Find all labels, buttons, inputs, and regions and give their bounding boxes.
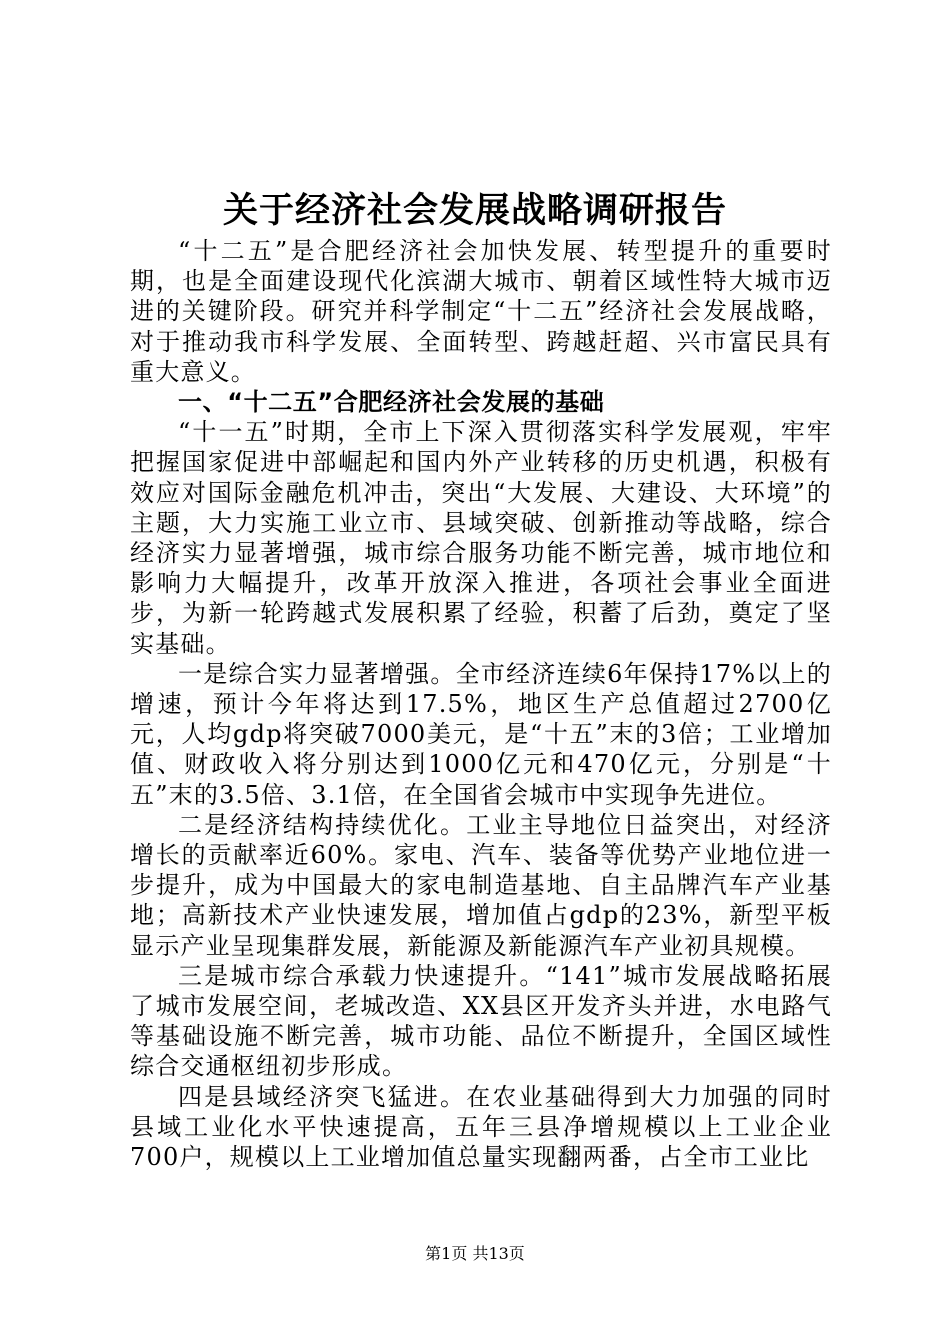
body-paragraph: 三是城市综合承载力快速提升。“141”城市发展战略拓展了城市发展空间，老城改造、XX县区开发齐头并进，水电路气等基础设施不断完善，城市功能、品位不断提升，全国区域性综合交通枢纽初步形成。 [130, 961, 832, 1081]
page-footer: 第1页 共13页 [425, 1244, 525, 1263]
document-body [130, 236, 832, 1172]
intro-paragraph: “十二五”是合肥经济社会加快发展、转型提升的重要时期，也是全面建设现代化滨湖大城市、朝着区域性特大城市迈进的关键阶段。研究并科学制定“十二五”经济社会发展战略，对于推动我市科学发展、全面转型、跨越赶超、兴市富民具有重大意义。 [130, 237, 832, 386]
document-title: 关于经济社会发展战略调研报告 [222, 190, 727, 231]
body-paragraph: 二是经济结构持续优化。工业主导地位日益突出，对经济增长的贡献率近60%。家电、汽车、装备等优势产业地位进一步提升，成为中国最大的家电制造基地、自主品牌汽车产业基地；高新技术产业快速发展，增加值占gdp的23%，新型平板显示产业呈现集群发展，新能源及新能源汽车产业初具规模。 [130, 810, 832, 960]
section-heading: 一、“十二五”合肥经济社会发展的基础 [178, 388, 605, 417]
body-paragraph: 四是县域经济突飞猛进。在农业基础得到大力加强的同时县域工业化水平快速提高，五年三县净增规模以上工业企业700户，规模以上工业增加值总量实现翻两番，占全市工业比 [130, 1082, 832, 1172]
body-paragraph: “十一五”时期，全市上下深入贯彻落实科学发展观，牢牢把握国家促进中部崛起和国内外产业转移的历史机遇，积极有效应对国际金融危机冲击，突出“大发展、大建设、大环境”的主题，大力实施工业立市、县域突破、创新推动等战略，综合经济实力显著增强，城市综合服务功能不断完善，城市地位和影响力大幅提升，改革开放深入推进，各项社会事业全面进步，为新一轮跨越式发展积累了经验，积蓄了后劲，奠定了坚实基础。 [130, 418, 832, 658]
body-paragraph: 一是综合实力显著增强。全市经济连续6年保持17%以上的增速，预计今年将达到17.5%，地区生产总值超过2700亿元，人均gdp将突破7000美元，是“十五”末的3倍；工业增加值、财政收入将分别达到1000亿元和470亿元，分别是“十五”末的3.5倍、3.1倍，在全国省会城市中实现争先进位。 [130, 659, 832, 809]
